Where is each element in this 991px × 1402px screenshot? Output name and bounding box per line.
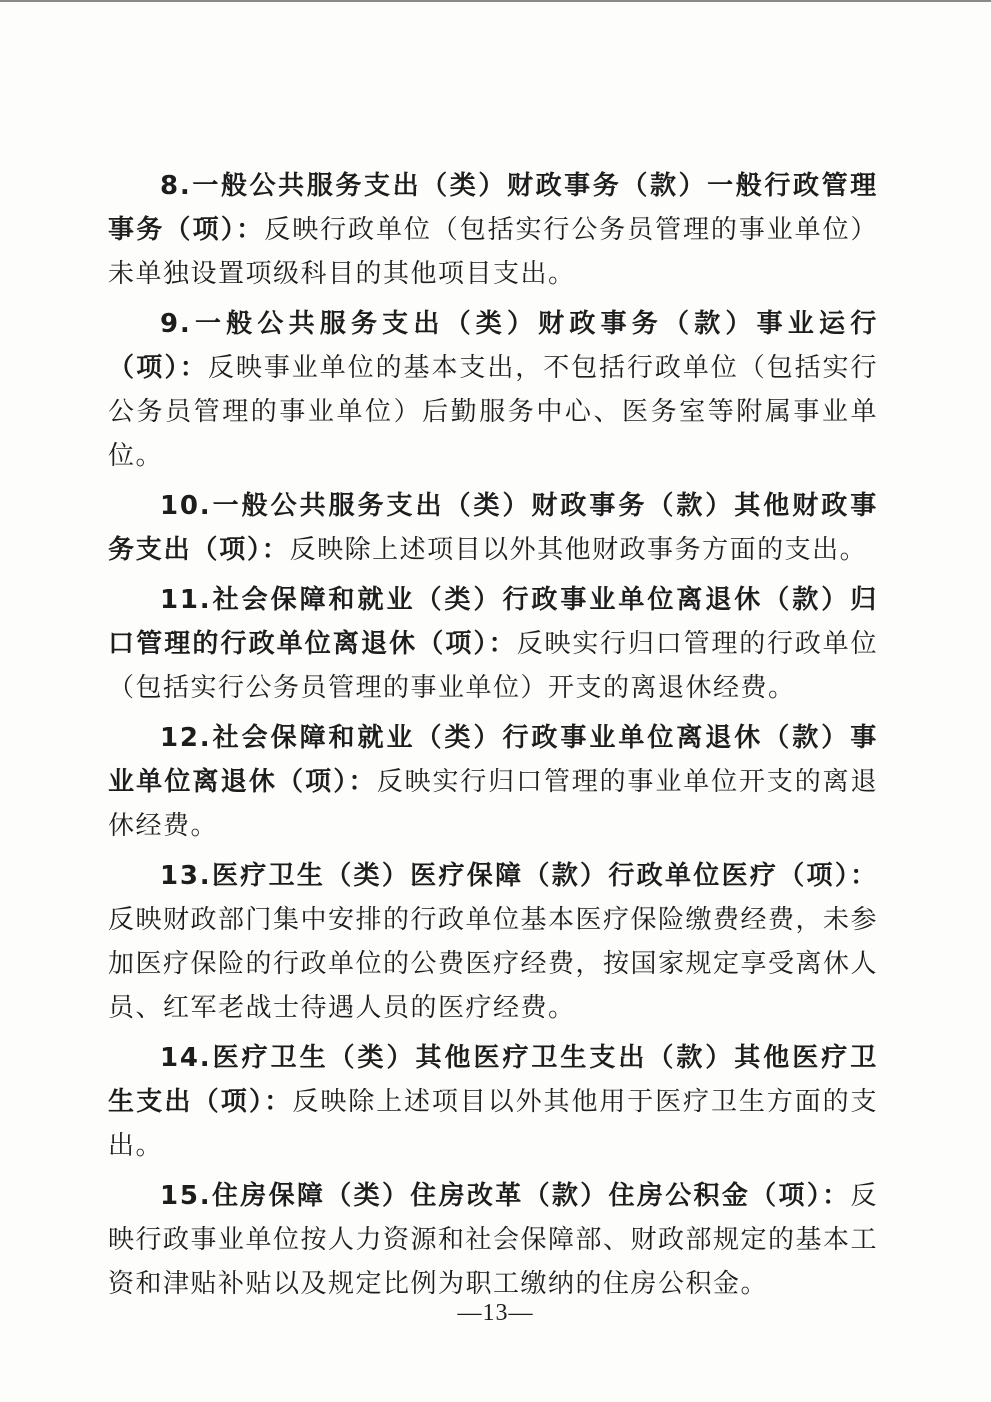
document-body	[108, 164, 878, 1312]
page-number: —13—	[457, 1300, 534, 1326]
item-description: 反映实行归口管理的行政单位（包括实行公务员管理的事业单位）开支的离退休经费。	[108, 629, 878, 703]
paragraph-item-8	[108, 164, 878, 296]
item-description: 反映财政部门集中安排的行政单位基本医疗保险缴费经费，未参加医疗保险的行政单位的公费医疗经费，按国家规定享受离休人员、红军老战士待遇人员的医疗经费。	[108, 905, 879, 1023]
item-description: 反映除上述项目以外其他用于医疗卫生方面的支出。	[108, 1087, 878, 1161]
item-heading: 15.住房保障（类）住房改革（款）住房公积金（项）：	[160, 1181, 851, 1211]
paragraph-item-14	[108, 1036, 878, 1168]
item-description: 反映实行归口管理的事业单位开支的离退休经费。	[108, 767, 878, 841]
paragraph-item-10	[108, 484, 878, 572]
item-heading: 9.一般公共服务支出（类）财政事务（款）事业运行（项）：	[108, 309, 878, 383]
item-description: 反映事业单位的基本支出，不包括行政单位（包括实行公务员管理的事业单位）后勤服务中心、医务室等附属事业单位。	[108, 353, 878, 471]
item-heading: 13.医疗卫生（类）医疗保障（款）行政单位医疗（项）：	[160, 861, 878, 891]
item-heading: 10.一般公共服务支出（类）财政事务（款）其他财政事务支出（项）：	[108, 491, 878, 565]
paragraph-item-11	[108, 578, 878, 710]
item-heading: 12.社会保障和就业（类）行政事业单位离退休（款）事业单位离退休（项）：	[108, 723, 878, 797]
item-description: 反映除上述项目以外其他财政事务方面的支出。	[289, 535, 868, 565]
paragraph-item-12	[108, 716, 878, 848]
item-description: 反映行政事业单位按人力资源和社会保障部、财政部规定的基本工资和津贴补贴以及规定比例为职工缴纳的住房公积金。	[108, 1181, 879, 1299]
paragraph-item-9	[108, 302, 878, 478]
paragraph-item-15	[108, 1174, 878, 1306]
paragraph-item-13	[108, 854, 878, 1030]
item-heading: 11.社会保障和就业（类）行政事业单位离退休（款）归口管理的行政单位离退休（项）：	[108, 585, 878, 659]
item-heading: 14.医疗卫生（类）其他医疗卫生支出（款）其他医疗卫生支出（项）：	[108, 1043, 878, 1117]
item-heading: 8.一般公共服务支出（类）财政事务（款）一般行政管理事务（项）：	[108, 171, 878, 245]
item-description: 反映行政单位（包括实行公务员管理的事业单位）未单独设置项级科目的其他项目支出。	[108, 215, 878, 289]
